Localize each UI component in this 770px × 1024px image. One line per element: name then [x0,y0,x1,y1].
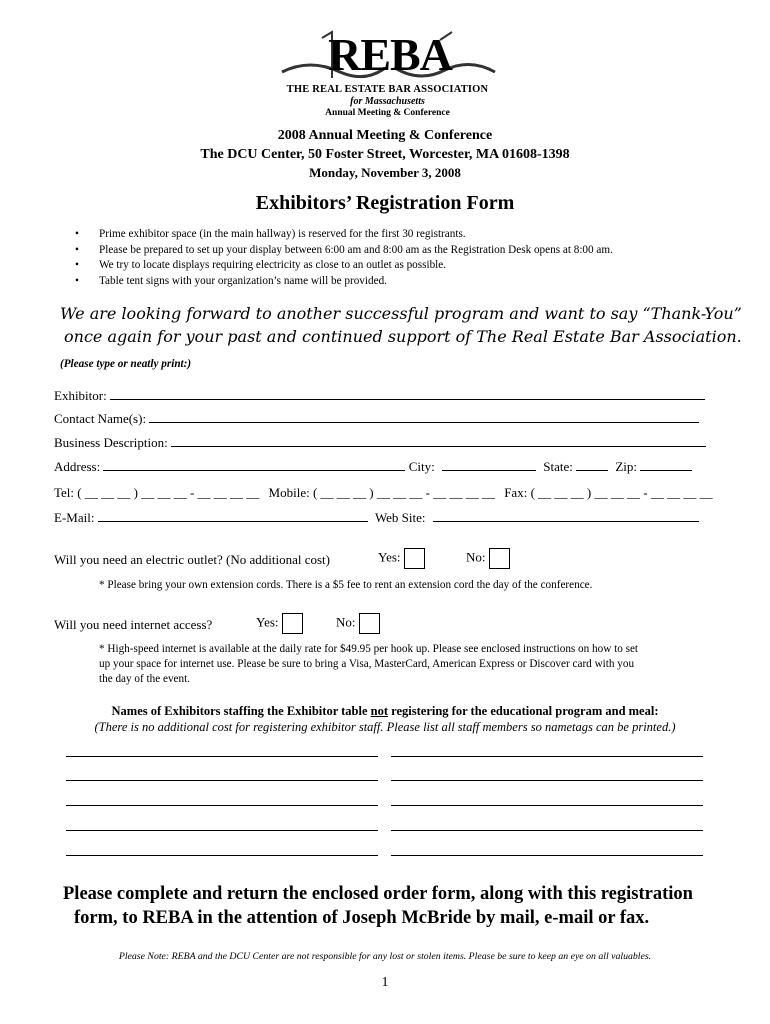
state-input-line[interactable] [576,469,608,471]
staff-heading-not: not [370,704,389,718]
mobile-mask[interactable]: ( __ __ __ ) __ __ __ - __ __ __ __ [312,485,495,500]
reba-logo [270,28,505,123]
fax-label: Fax: [504,485,528,500]
staff-name-line[interactable] [66,855,378,856]
bullet-item: • Table tent signs with your organization’s name will be provided. [75,275,735,291]
staff-name-line[interactable] [66,756,378,757]
internet-yes-checkbox[interactable] [282,613,303,634]
outlet-no-checkbox[interactable] [489,548,510,569]
email-row[interactable] [54,510,699,526]
email-input-line[interactable] [98,520,368,522]
address-row[interactable] [54,459,692,475]
website-input-line[interactable] [433,520,699,522]
state-label: State: [543,459,573,474]
event-title: 2008 Annual Meeting & Conference [277,128,493,143]
exhibitor-field[interactable] [54,388,705,404]
page-number: 1 [381,975,389,990]
business-field[interactable] [54,435,706,451]
thank-you-line-1: We are looking forward to another successful program and want to say “Thank-You” [60,304,742,323]
outlet-note: * Please bring your own extension cords. There is a $5 fee to rent an extension cord the day of the conference. [99,579,593,591]
logo-line-1: THE REAL ESTATE BAR ASSOCIATION [286,84,489,95]
bullet-item: • Prime exhibitor space (in the main hallway) is reserved for the first 30 registrants. [75,228,735,244]
city-input-line[interactable] [442,469,536,471]
business-label: Business Description: [54,435,168,450]
city-label: City: [408,459,435,474]
form-title: Exhibitors’ Registration Form [255,192,515,214]
outlet-yes-checkbox[interactable] [404,548,425,569]
contact-input-line[interactable] [149,421,699,423]
internet-no-checkbox[interactable] [359,613,380,634]
business-input-line[interactable] [171,445,706,447]
info-bullets [75,228,735,290]
logo-wordmark: REBA [328,29,452,80]
event-venue: The DCU Center, 50 Foster Street, Worcester, MA 01608-1398 [200,147,570,162]
outlet-yes-option[interactable] [378,548,425,569]
internet-yes-label: Yes: [256,614,279,630]
staff-subheading: (There is no additional cost for registering exhibitor staff. Please list all staff members so nametags can be printed.) [94,720,676,734]
outlet-question: Will you need an electric outlet? (No additional cost) [54,552,330,567]
staff-name-line[interactable] [66,830,378,831]
fax-mask[interactable]: ( __ __ __ ) __ __ __ - __ __ __ __ [530,485,713,500]
logo-line-2: for Massachusetts [350,96,425,107]
footnote: Please Note: REBA and the DCU Center are not responsible for any lost or stolen items. Please be sure to keep an eye on all valuables. [118,951,652,962]
outlet-yes-label: Yes: [378,549,401,565]
bullet-item: • We try to locate displays requiring electricity as close to an outlet as possible. [75,259,735,275]
staff-heading [0,704,770,719]
thank-you-line-2: once again for your past and continued support of The Real Estate Bar Association. [64,327,742,346]
internet-no-label: No: [336,614,356,630]
address-input-line[interactable] [103,469,405,471]
exhibitor-label: Exhibitor: [54,388,107,403]
contact-label: Contact Name(s): [54,411,147,426]
zip-input-line[interactable] [640,469,692,471]
staff-name-line[interactable] [66,780,378,781]
tel-mask[interactable]: ( __ __ __ ) __ __ __ - __ __ __ __ [77,485,260,500]
zip-label: Zip: [615,459,638,474]
exhibitor-input-line[interactable] [110,398,705,400]
address-label: Address: [54,459,101,474]
staff-heading-pre: Names of Exhibitors staffing the Exhibitor table [111,704,371,718]
staff-name-line[interactable] [391,805,703,806]
contact-field[interactable] [54,411,699,427]
internet-note-line-2: up your space for internet use. Please be sure to bring a Visa, MasterCard, American Express or Discover card with you [99,658,635,670]
logo-line-3: Annual Meeting & Conference [325,108,450,118]
print-instruction: (Please type or neatly print:) [60,358,192,370]
staff-name-line[interactable] [391,855,703,856]
closing-line-1: Please complete and return the enclosed order form, along with this registration [63,884,693,904]
internet-note-line-1: * High-speed internet is available at the daily rate for $49.95 per hook up. Please see enclosed instructions on how to set [99,643,639,655]
mobile-label: Mobile: [268,485,310,500]
internet-no-option[interactable] [336,613,380,634]
staff-name-line[interactable] [66,805,378,806]
internet-question: Will you need internet access? [54,617,213,632]
closing-line-2: form, to REBA in the attention of Joseph McBride by mail, e-mail or fax. [74,908,650,928]
internet-note-line-3: the day of the event. [99,673,191,685]
staff-name-line[interactable] [391,830,703,831]
outlet-no-option[interactable] [466,548,510,569]
tel-label: Tel: [54,485,75,500]
staff-name-line[interactable] [391,756,703,757]
phone-row[interactable] [54,485,713,501]
website-label: Web Site: [374,510,426,525]
event-date: Monday, November 3, 2008 [309,165,461,180]
email-label: E-Mail: [54,510,95,525]
outlet-no-label: No: [466,549,486,565]
internet-yes-option[interactable] [256,613,303,634]
staff-heading-post: registering for the educational program and meal: [388,704,659,718]
bullet-item: • Please be prepared to set up your display between 6:00 am and 8:00 am as the Registration Desk opens at 8:00 am. [75,244,735,260]
staff-name-line[interactable] [391,780,703,781]
